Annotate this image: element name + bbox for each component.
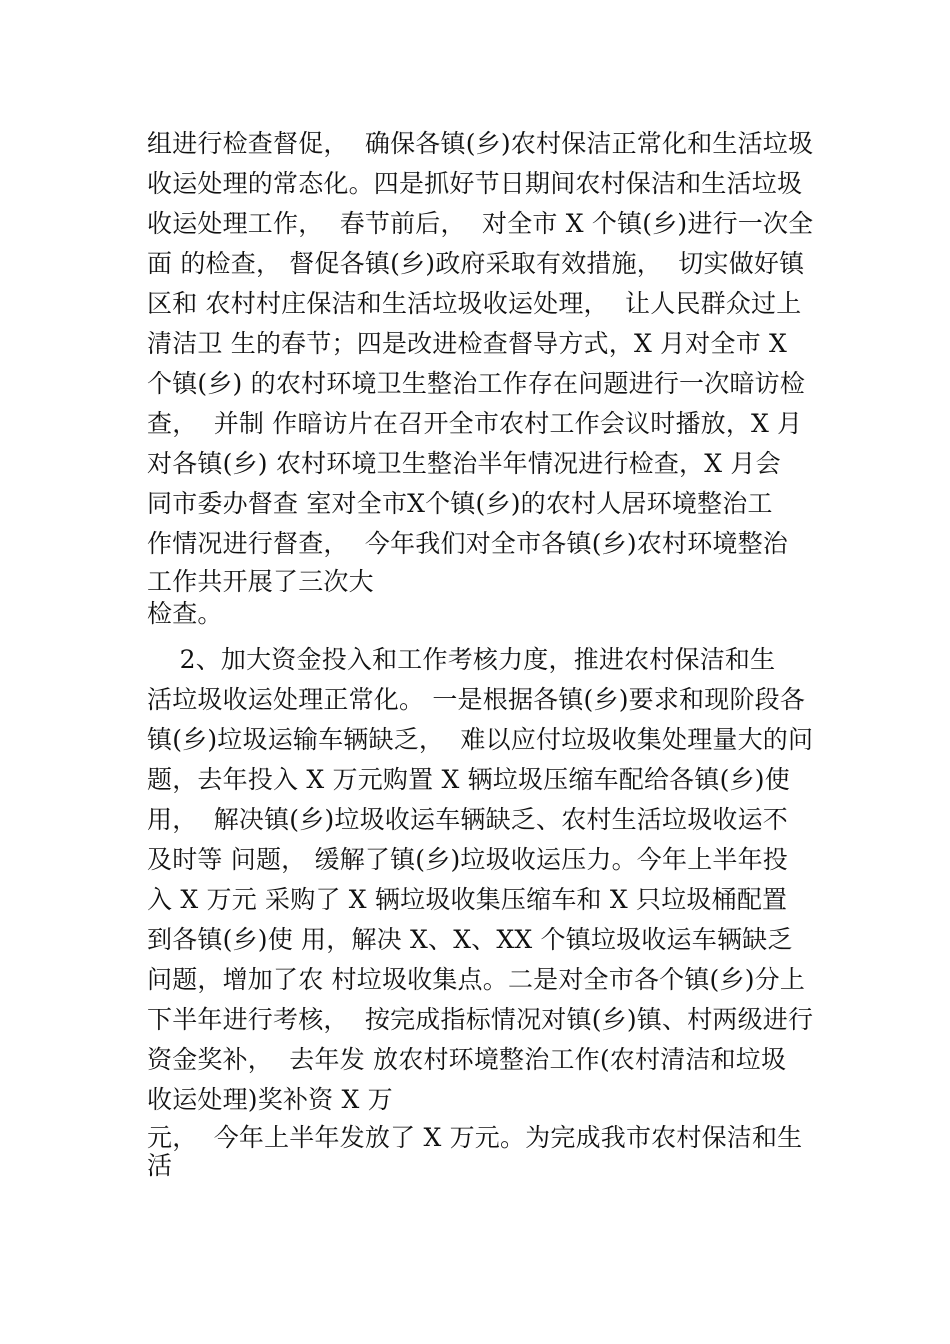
text-line: 收运处理)奖补资 X 万 [147,1085,393,1114]
text-line: 资金奖补， 去年发 放农村环境整治工作(农村清洁和垃圾 [147,1045,787,1074]
text-line: 区和 农村村庄保洁和生活垃圾收运处理， 让人民群众过上 [147,289,802,318]
text-line: 个镇(乡) 的农村环境卫生整治工作存在问题进行一次暗访检 [147,369,806,398]
text-line: 查， 并制 作暗访片在召开全市农村工作会议时播放，X 月 [147,409,803,438]
text-line: 题，去年投入 X 万元购置 X 辆垃圾压缩车配给各镇(乡)使 [147,765,790,794]
text-line: 用， 解决镇(乡)垃圾收运车辆缺乏、农村生活垃圾收运不 [147,805,789,834]
text-line: 元， 今年上半年发放了 X 万元。为完成我市农村保洁和生 [147,1123,803,1152]
text-line: 组进行检查督促， 确保各镇(乡)农村保洁正常化和生活垃圾 [147,129,814,158]
text-line: 问题，增加了农 村垃圾收集点。二是对全市各个镇(乡)分上 [147,965,806,994]
text-line: 对各镇(乡) 农村环境卫生整治半年情况进行检查，X 月会 [147,449,781,478]
text-line: 收运处理工作， 春节前后， 对全市 X 个镇(乡)进行一次全 [147,209,814,238]
text-line: 清洁卫 生的春节；四是改进检查督导方式，X 月对全市 X [147,329,788,358]
text-line: 2、加大资金投入和工作考核力度，推进农村保洁和生 [147,645,776,674]
text-line: 入 X 万元 采购了 X 辆垃圾收集压缩车和 X 只垃圾桶配置 [147,885,788,914]
text-line: 面 的检查， 督促各镇(乡)政府采取有效措施， 切实做好镇 [147,249,805,278]
text-line: 镇(乡)垃圾运输车辆缺乏， 难以应付垃圾收集处理量大的问 [147,725,814,754]
text-line: 到各镇(乡)使 用，解决 X、X、XX 个镇垃圾收运车辆缺乏 [147,925,793,954]
text-line: 同市委办督查 室对全市X个镇(乡)的农村人居环境整治工 [147,489,773,518]
text-line: 工作共开展了三次大 [147,567,374,596]
text-line: 检查。 [147,599,223,628]
text-line: 活 [147,1151,173,1180]
text-line: 及时等 问题， 缓解了镇(乡)垃圾收运压力。今年上半年投 [147,845,789,874]
text-line: 收运处理的常态化。四是抓好节日期间农村保洁和生活垃圾 [147,169,803,198]
text-line: 下半年进行考核， 按完成指标情况对镇(乡)镇、村两级进行 [147,1005,814,1034]
text-line: 作情况进行督查， 今年我们对全市各镇(乡)农村环境整治 [147,529,789,558]
text-line: 活垃圾收运处理正常化。 一是根据各镇(乡)要求和现阶段各 [147,685,806,714]
